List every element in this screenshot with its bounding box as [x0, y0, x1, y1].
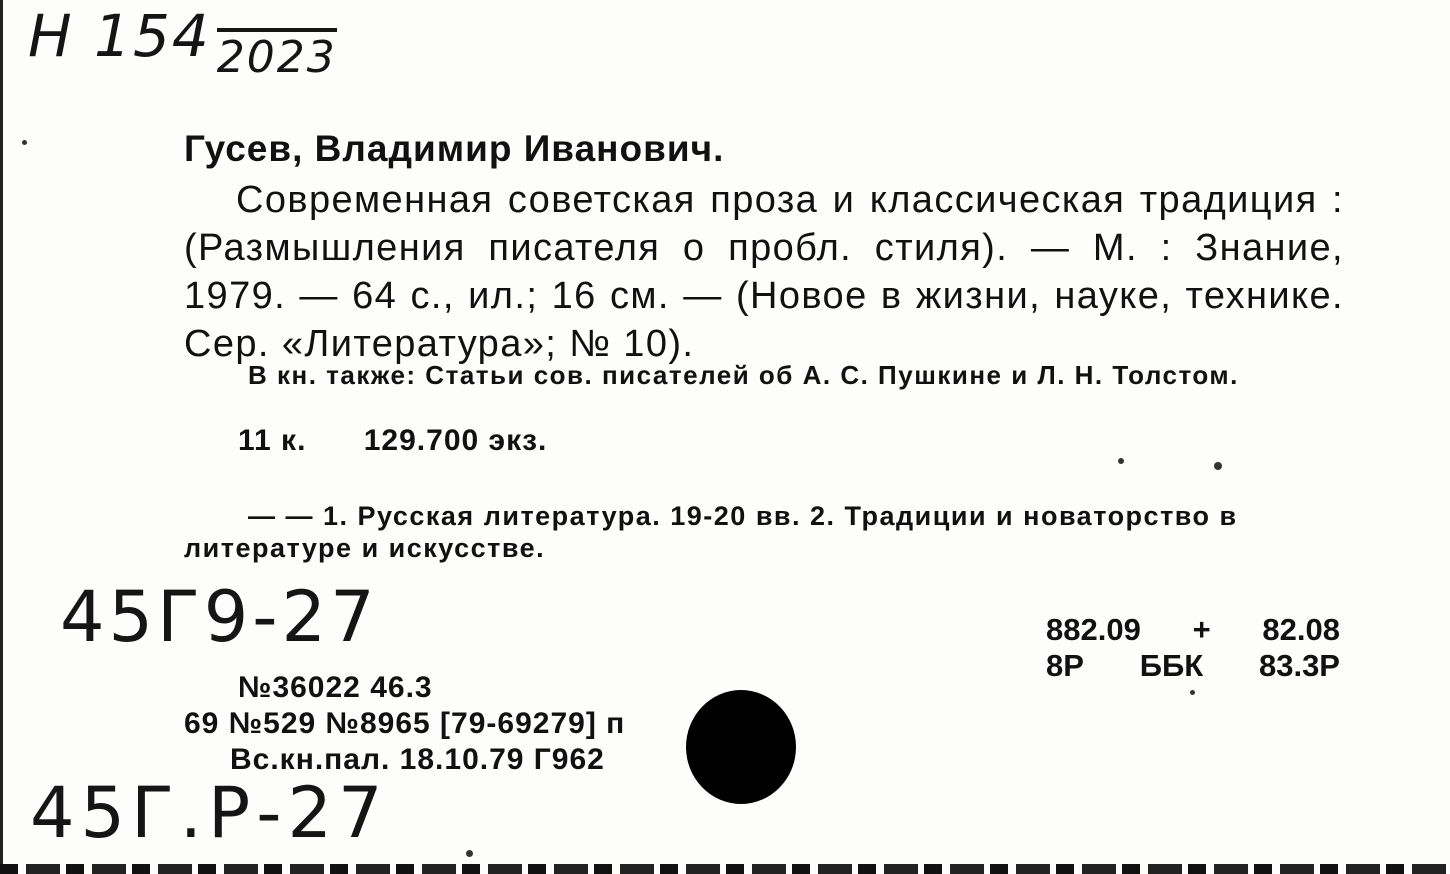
classification-block: [1046, 612, 1340, 684]
card-author: Гусев, Владимир Иванович.: [184, 128, 725, 169]
classification-row-2: [1046, 648, 1340, 684]
speckle-dot: [1190, 690, 1195, 695]
handwritten-code-2: 45Г.Р-27: [30, 772, 389, 854]
speckle-dot: [1214, 462, 1222, 470]
class-bbk-label: ББК: [1139, 648, 1204, 683]
classification-row-1: [1046, 612, 1340, 648]
class-plus: +: [1192, 612, 1211, 647]
card-bottom-edge: [0, 864, 1450, 874]
production-line-3: Вс.кн.пал. 18.10.79 Г962: [230, 743, 605, 776]
ink-blot-stamp: [686, 690, 796, 804]
production-line-2: 69 №529 №8965 [79-69279] п: [184, 707, 626, 740]
card-price: 11 к.: [238, 424, 307, 457]
call-number-text: Н 154: [28, 2, 211, 70]
speckle-dot: [466, 850, 473, 857]
card-subjects: — — 1. Русская литература. 19-20 вв. 2. Традиции и новаторство в литературе и искусстве.: [184, 501, 1238, 563]
speckle-dot: [22, 140, 27, 145]
card-print-run: 129.700 экз.: [363, 424, 548, 457]
card-note: В кн. также: Статьи сов. писателей об А. С. Пушкине и Л. Н. Толстом.: [248, 360, 1239, 390]
class-82: 82.08: [1262, 612, 1340, 647]
production-line-1: №36022 46.3: [238, 671, 433, 704]
speckle-dot: [1118, 458, 1124, 464]
class-udc: 882.09: [1046, 612, 1141, 647]
call-number-year: 2023: [217, 28, 337, 83]
production-info: [184, 670, 625, 778]
card-price-line: [238, 424, 595, 458]
card-left-edge: [0, 0, 3, 874]
handwritten-call-number: [28, 2, 337, 83]
class-bbk-code: 83.3Р: [1258, 648, 1340, 683]
handwritten-code-1: 45Г9-27: [60, 576, 379, 658]
class-8r: 8Р: [1046, 648, 1084, 683]
card-description: Современная советская проза и классическая традиция : (Размышления писателя о пробл. стиля). — М. : Знание, 1979. — 64 с., ил.; 16 см. — (Новое в жизни, науке, технике. Сер. «Литература»; № 10).: [184, 179, 1344, 365]
